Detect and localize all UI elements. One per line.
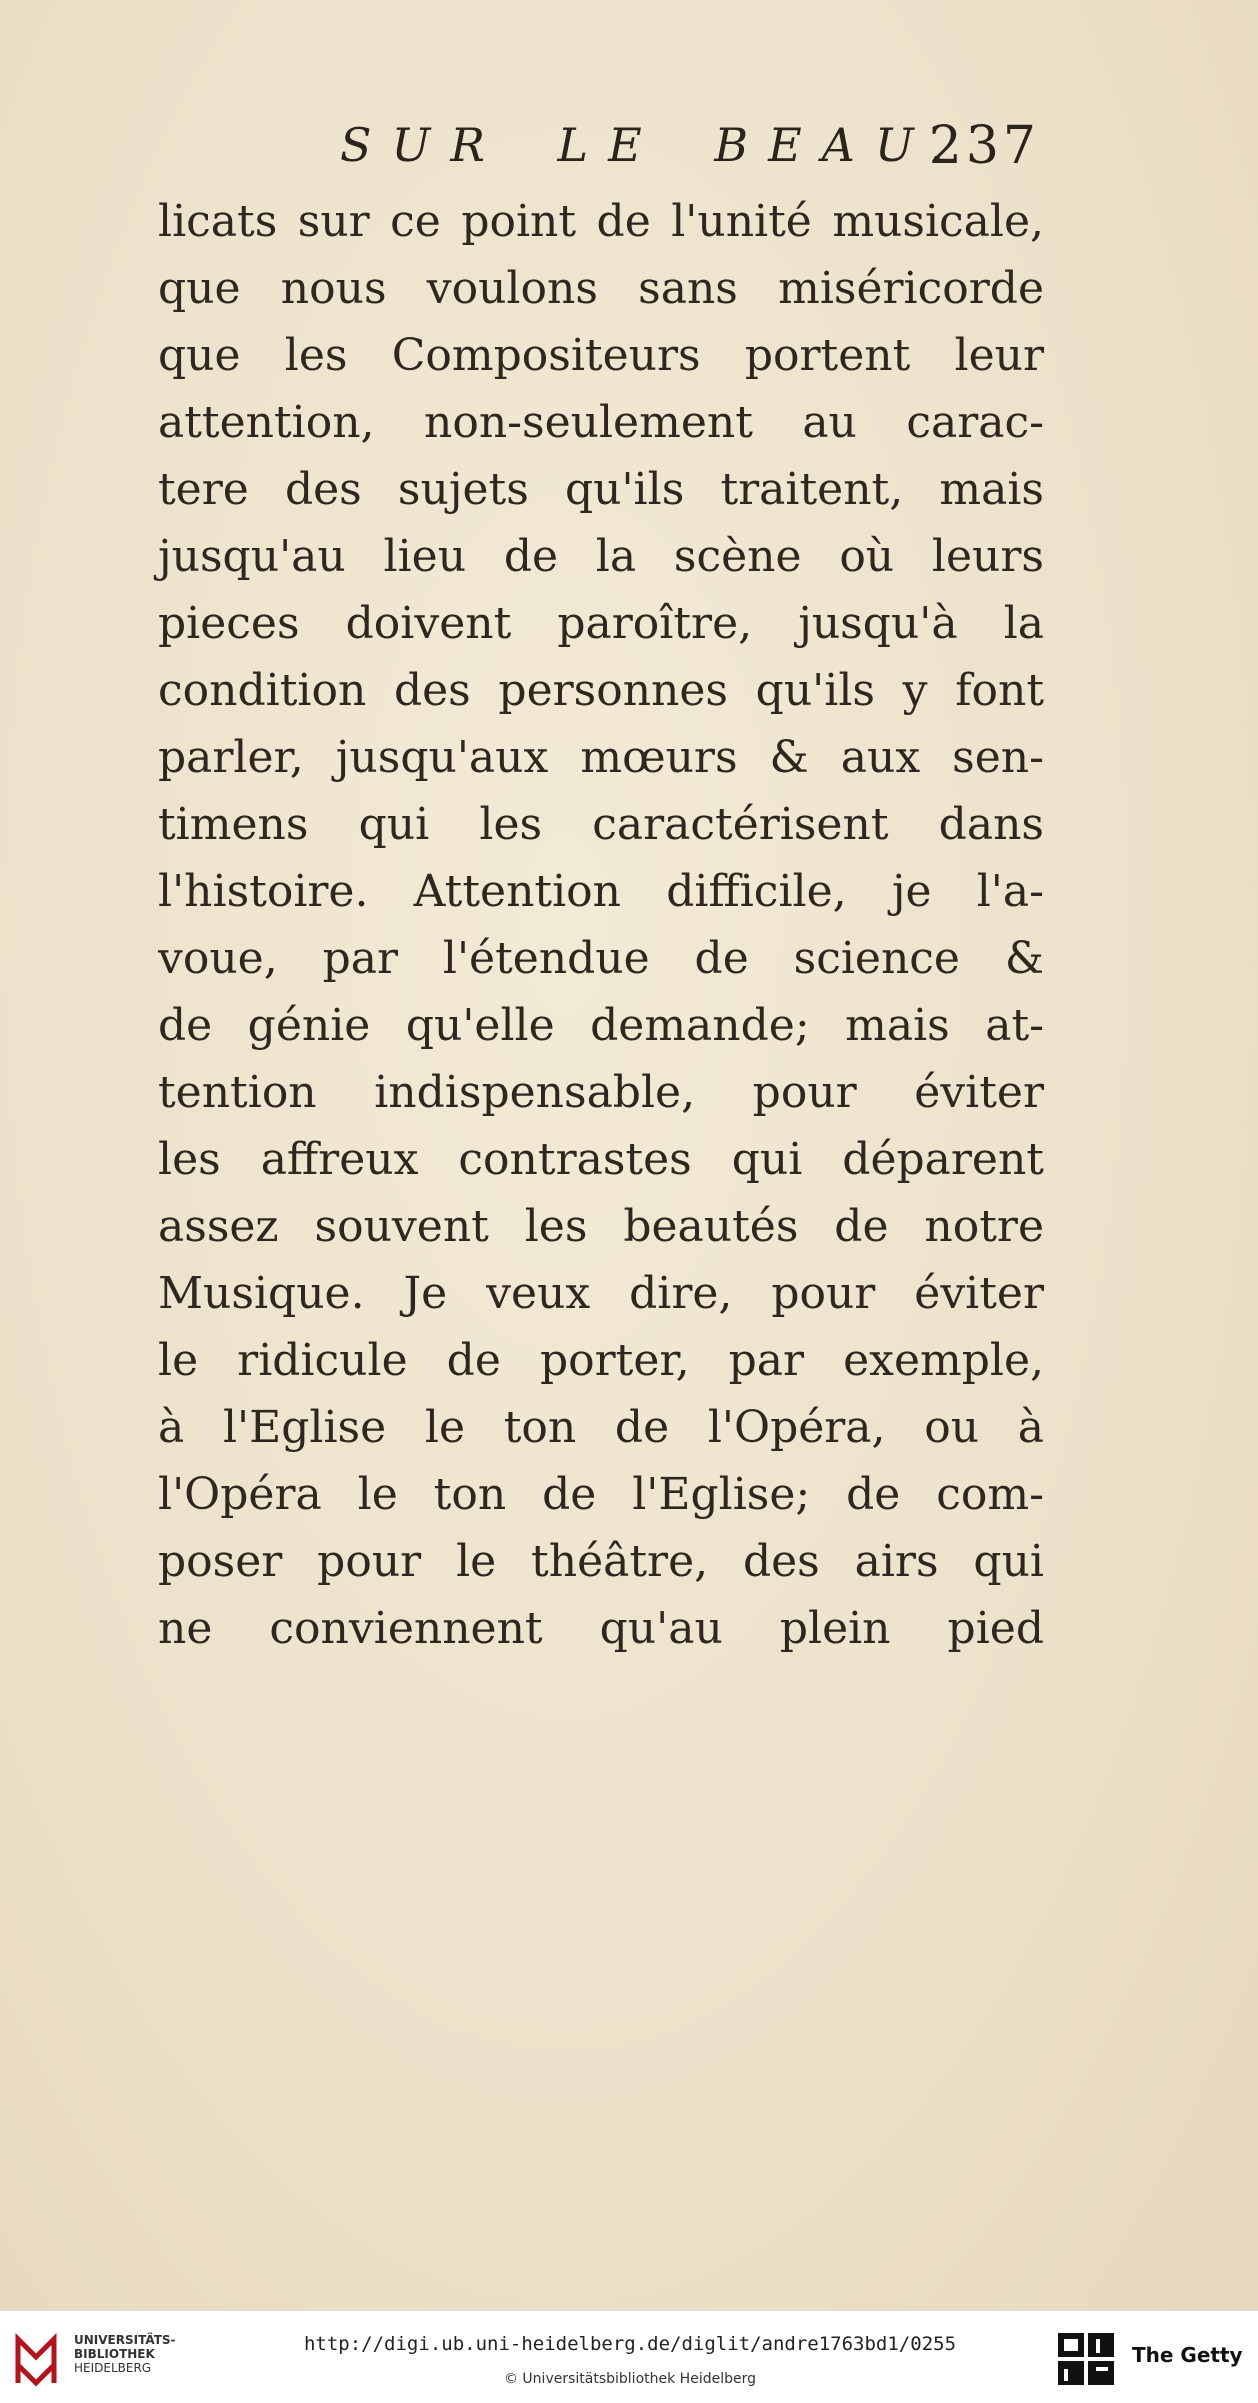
page-header bbox=[340, 112, 1060, 176]
text-line: licats sur ce point de l'unité musicale, bbox=[158, 196, 1044, 247]
text-line: assez souvent les beautés de notre bbox=[158, 1201, 1044, 1252]
permalink-url[interactable]: http://digi.ub.uni-heidelberg.de/diglit/andre1763bd1/0255 bbox=[303, 2333, 957, 2355]
text-line: que les Compositeurs portent leur bbox=[158, 330, 1044, 381]
text-line: tention indispensable, pour éviter bbox=[158, 1067, 1044, 1118]
body-text bbox=[158, 188, 1044, 1662]
text-line: voue, par l'étendue de science & bbox=[158, 933, 1044, 984]
running-title: SUR LE BEAU. bbox=[340, 118, 965, 172]
text-line: à l'Eglise le ton de l'Opéra, ou à bbox=[158, 1402, 1044, 1453]
text-line: attention, non-seulement au carac- bbox=[158, 397, 1044, 448]
text-line: poser pour le théâtre, des airs qui bbox=[158, 1536, 1044, 1587]
text-line: Musique. Je veux dire, pour éviter bbox=[158, 1268, 1044, 1319]
page-number: 237 bbox=[928, 116, 1040, 176]
partner-name: The Getty bbox=[1132, 2343, 1243, 2367]
university-library-logo-icon bbox=[12, 2325, 62, 2389]
text-line: tere des sujets qu'ils traitent, mais bbox=[158, 464, 1044, 515]
text-line: de génie qu'elle demande; mais at- bbox=[158, 1000, 1044, 1051]
copyright-notice: © Universitätsbibliothek Heidelberg bbox=[503, 2371, 756, 2387]
getty-logo-icon bbox=[1056, 2331, 1116, 2387]
viewer-footer bbox=[0, 2310, 1258, 2403]
text-line: timens qui les caractérisent dans bbox=[158, 799, 1044, 850]
text-line: l'histoire. Attention difficile, je l'a- bbox=[158, 866, 1044, 917]
text-line: les affreux contrastes qui déparent bbox=[158, 1134, 1044, 1185]
text-line: le ridicule de porter, par exemple, bbox=[158, 1335, 1044, 1386]
text-line: pieces doivent paroître, jusqu'à la bbox=[158, 598, 1044, 649]
text-line: l'Opéra le ton de l'Eglise; de com- bbox=[158, 1469, 1044, 1520]
text-line: parler, jusqu'aux mœurs & aux sen- bbox=[158, 732, 1044, 783]
text-line: jusqu'au lieu de la scène où leurs bbox=[158, 531, 1044, 582]
library-name: UNIVERSITÄTS- BIBLIOTHEK HEIDELBERG bbox=[74, 2333, 176, 2375]
text-line: condition des personnes qu'ils y font bbox=[158, 665, 1044, 716]
text-line: ne conviennent qu'au plein pied bbox=[158, 1603, 1044, 1654]
text-line: que nous voulons sans miséricorde bbox=[158, 263, 1044, 314]
